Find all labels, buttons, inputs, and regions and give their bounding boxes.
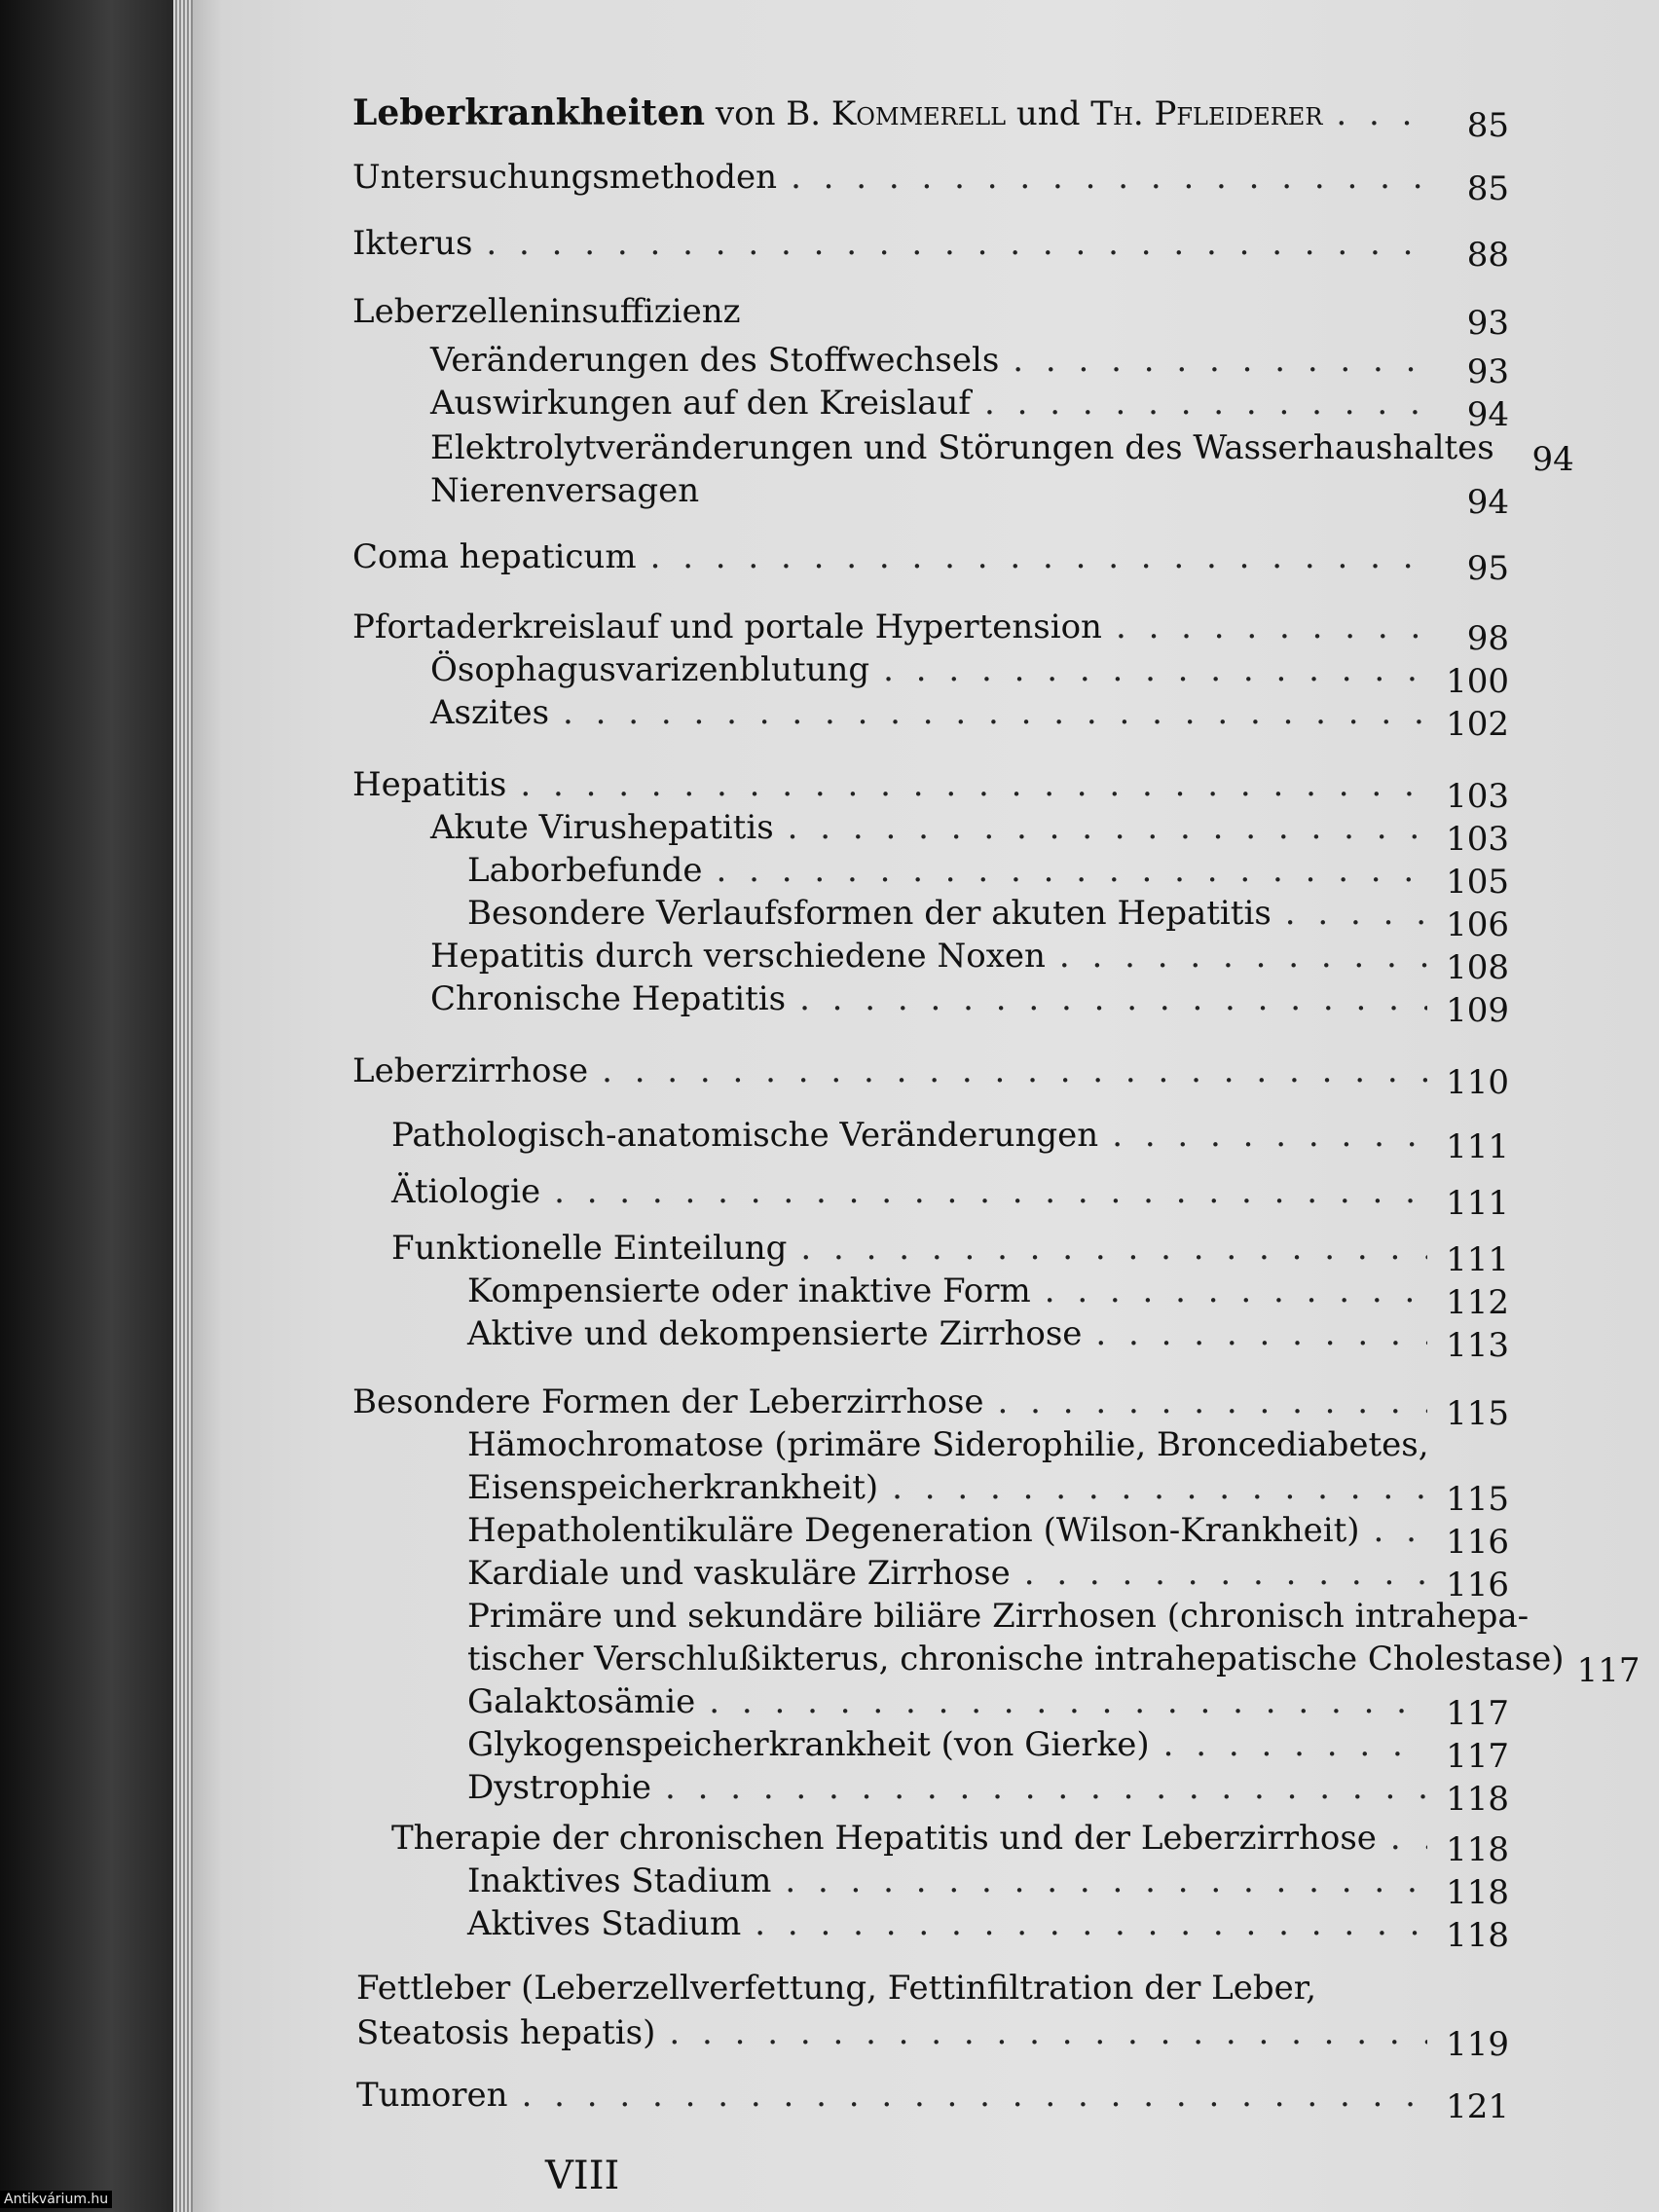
toc-entry: Tumoren . . . 121 [356,2076,1509,2115]
toc-entry: Leberzelleninsuffizienz 93 [352,292,1509,343]
chapter-title: Leberkrankheiten [352,92,706,133]
toc-entry: Eisenspeicherkrankheit) . . . 115 [467,1468,1509,1507]
toc-entry: Auswirkungen auf den Kreislauf . . . 94 [430,384,1509,423]
toc-entry: Kardiale und vaskuläre Zirrhose . . . 116 [467,1554,1509,1593]
toc-entry: Kompensierte oder inaktive Form . . . 112 [467,1272,1509,1310]
toc-entry: Therapie der chronischen Hepatitis und der Leberzirrhose . . . 118 [391,1819,1509,1858]
toc-entry: Glykogenspeicherkrankheit (von Gierke) . . . 117 [467,1725,1509,1764]
toc-header-entry [352,92,1509,145]
toc-entry-line1: Primäre und sekundäre biliäre Zirrhosen (chronisch intrahepa- [467,1597,1530,1636]
toc-entry: Pathologisch-anatomische Veränderungen . . . 111 [391,1116,1509,1155]
toc-entry: Nierenversagen 94 [430,471,1509,522]
toc-entry-line1: Fettleber (Leberzellverfettung, Fettinfiltration der Leber, [356,1969,1317,2008]
toc-entry: Untersuchungsmethoden . . . 85 [352,158,1509,197]
toc-entry: Laborbefunde . . . 105 [467,851,1509,890]
toc-entry: Hepatitis . . . 103 [352,765,1509,804]
toc-entry: Ätiologie . . . 111 [391,1172,1509,1211]
toc-entry: Leberzirrhose . . . 110 [352,1051,1509,1090]
toc-entry: Aktive und dekompensierte Zirrhose . . . 113 [467,1314,1509,1353]
toc-entry: Galaktosämie . . . 117 [467,1682,1509,1721]
author-2: Th. Pfleiderer [1090,94,1323,133]
by-word: von [715,94,776,133]
watermark-credit: Antikvárium.hu [0,2191,112,2208]
toc-entry: Besondere Formen der Leberzirrhose . . . 115 [352,1382,1509,1421]
toc-entry: Aktives Stadium . . . 118 [467,1904,1509,1943]
leader-dots [1336,94,1427,133]
toc-entry: Hepatholentikuläre Degeneration (Wilson-Krankheit) . . . 116 [467,1511,1509,1550]
toc-entry: Akute Virushepatitis . . . 103 [430,808,1509,847]
toc-entry: Ösophagusvarizenblutung . . . 100 [430,650,1509,689]
toc-entry: tischer Verschlußikterus, chronische intrahepatische Cholestase) 117 [467,1640,1641,1690]
toc-entry: Aszites . . . 102 [430,693,1509,732]
page-ref: 85 [1466,106,1509,145]
toc-entry: Hepatitis durch verschiedene Noxen . . . 108 [430,937,1509,976]
page-number: VIII [545,2154,620,2198]
toc-entry: Elektrolytveränderungen und Störungen des Wasserhaushaltes 94 [430,428,1574,479]
toc-entry: Steatosis hepatis) . . . 119 [356,2013,1509,2052]
toc-entry: Chronische Hepatitis . . . 109 [430,979,1509,1018]
author-1: B. Kommerell [786,94,1007,133]
toc-entry: Ikterus . . . 88 [352,224,1509,263]
page-edges [173,0,195,2212]
toc-entry: Inaktives Stadium . . . 118 [467,1862,1509,1900]
toc-entry: Dystrophie . . . 118 [467,1768,1509,1807]
toc-entry: Pfortaderkreislauf und portale Hypertension . . . 98 [352,608,1509,646]
and-word: und [1015,94,1081,133]
book-page [193,0,1659,2212]
toc-entry-line1: Hämochromatose (primäre Siderophilie, Broncediabetes, [467,1425,1429,1464]
toc-entry: Besondere Verlaufsformen der akuten Hepatitis . . . 106 [467,894,1509,933]
toc-entry: Veränderungen des Stoffwechsels . . . 93 [430,341,1509,380]
toc-entry: Funktionelle Einteilung . . . 111 [391,1229,1509,1268]
book-spine-shadow [0,0,185,2212]
toc-entry: Coma hepaticum . . . 95 [352,537,1509,576]
